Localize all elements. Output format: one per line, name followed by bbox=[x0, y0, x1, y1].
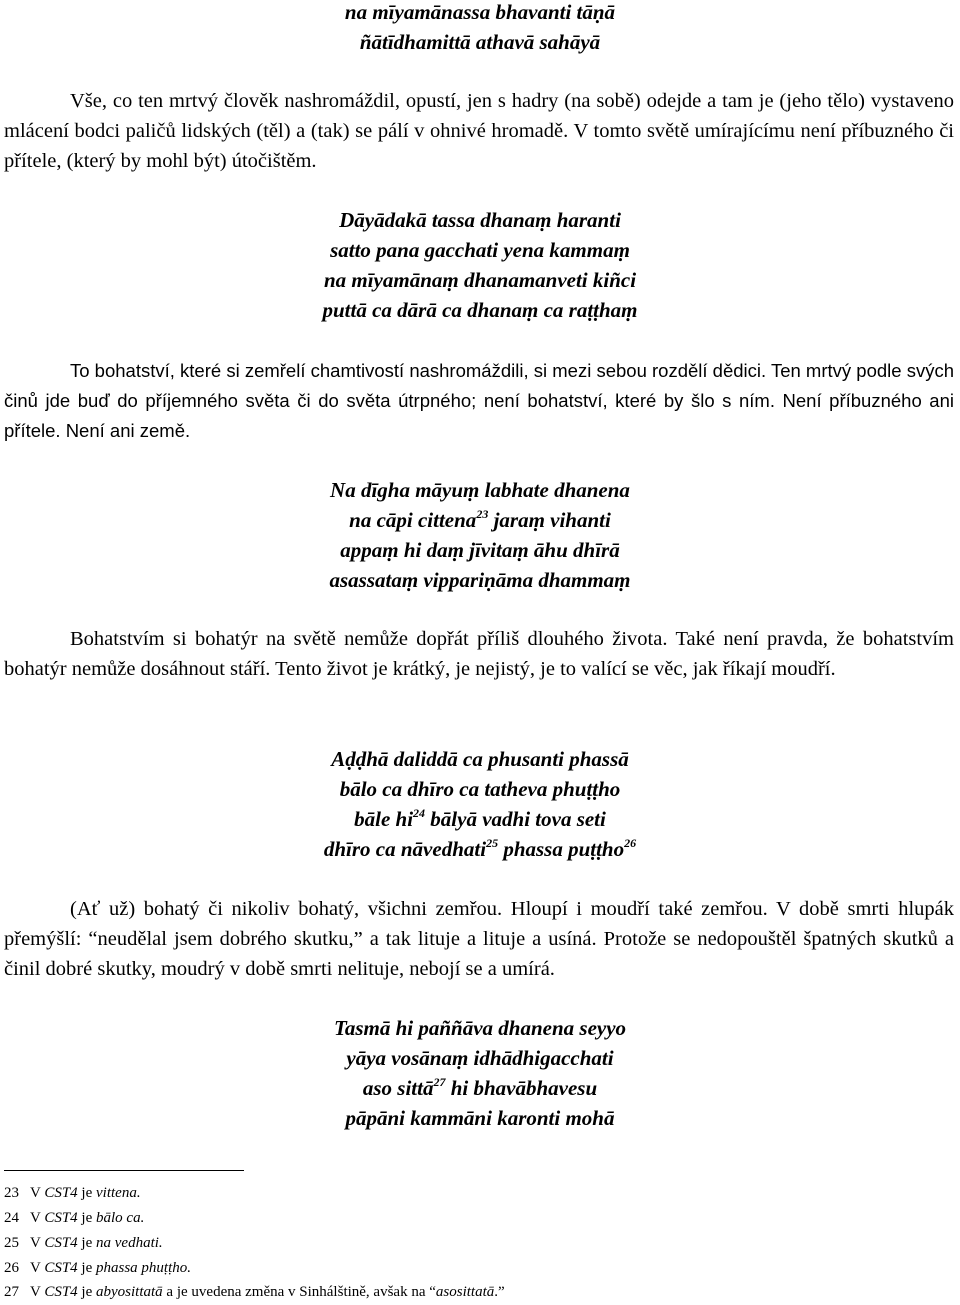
verse-line: satto pana gacchati yena kammaṃ bbox=[330, 238, 630, 262]
paragraph-2 bbox=[4, 356, 954, 446]
verse-line: ñātīdhamittā athavā sahāyā bbox=[359, 30, 601, 54]
verse-line: pāpāni kammāni karonti mohā bbox=[345, 1106, 615, 1130]
verse-top bbox=[0, 0, 960, 57]
verse-line: na mīyamānassa bhavanti tāṇā bbox=[344, 0, 616, 24]
verse-line: Aḍḍhā daliddā ca phusanti phassā bbox=[331, 747, 629, 771]
verse-line: bāle $hi^{24}$ bālyā vadhi tova seti bbox=[354, 806, 606, 831]
footnote-divider bbox=[4, 1170, 244, 1171]
paragraph-text: Vše, co ten mrtvý člověk nashromáždil, opustí, jen s hadry (na sobě) odejde a tam je (jeho tělo) vystaveno mlácení bodci paličů lidských (těl) a (tak) se pálí v ohnivé hromadě. V tomto světě umírajícímu není příbuzného či přítele, (který by mohl být) útočištěm. bbox=[4, 90, 954, 172]
verse-line: aso sittā$^{27}$ hi bhavābhavesu bbox=[362, 1075, 598, 1100]
verse-line: appaṃ hi daṃ jīvitaṃ āhu dhīrā bbox=[340, 538, 620, 562]
verse-line: yāya vosānaṃ idhādhigacchati bbox=[346, 1046, 614, 1070]
paragraph-4 bbox=[4, 894, 954, 984]
paragraph-text: To bohatství, které si zemřelí chamtivostí nashromáždili, si mezi sebou rozdělí dědici. Ten mrtvý podle svých činů jde buď do příjemného světa či do světa útrpného; není bohatství, které by šlo s ním. Není příbuzného ani přítele. Není ani země. bbox=[4, 360, 954, 441]
verse-5 bbox=[0, 1013, 960, 1133]
footnote-25: 25 V CST4 je na vedhati. bbox=[4, 1235, 163, 1251]
paragraph-text: Bohatstvím si bohatýr na světě nemůže dopřát příliš dlouhého života. Také není pravda, že bohatstvím bohatýr nemůže dosáhnout stáří. Tento život je krátký, je nejistý, je to valící se věc, jak říkají moudří. bbox=[4, 628, 954, 680]
verse-line: na cāpi cittena$^{23}$ jaraṃ vihanti bbox=[349, 507, 611, 532]
footnote-ref: 23 bbox=[476, 507, 489, 521]
verse-line: puttā ca dārā ca dhanaṃ ca raṭṭhaṃ bbox=[322, 298, 638, 322]
footnote-27: 27 V CST4 je abyosittatā a je uvedena změna v Sinhálštině, avšak na “asosittatā.” bbox=[4, 1284, 505, 1300]
paragraph-1 bbox=[4, 86, 954, 176]
verse-line: Na dīgha māyuṃ labhate dhanena bbox=[330, 478, 630, 502]
verse-line: bālo ca dhīro ca tatheva phuṭṭho bbox=[339, 777, 621, 801]
footnote-23: 23 V CST4 je vittena. bbox=[4, 1185, 141, 1201]
footnote-ref: 26 bbox=[624, 836, 637, 850]
verse-4 bbox=[0, 744, 960, 864]
footnote-26: 26 V CST4 je phassa phuṭṭho. bbox=[4, 1260, 192, 1276]
footnote-ref: 25 bbox=[486, 836, 499, 850]
footnote-24: 24 V CST4 je bālo ca. bbox=[4, 1210, 145, 1226]
verse-line: Tasmā hi paññāva dhanena seyyo bbox=[333, 1016, 627, 1040]
verse-line: na mīyamānaṃ dhanamanveti kiñci bbox=[323, 268, 637, 292]
paragraph-text: (Ať už) bohatý či nikoliv bohatý, všichni zemřou. Hloupí i moudří také zemřou. V době smrti hlupák přemýšlí: “neudělal jsem dobrého skutku,” a tak lituje a lituje a usíná. Protože se nedopouštěl špatných skutků a činil dobré skutky, moudrý v době smrti nelituje, nebojí se a umírá. bbox=[4, 898, 954, 980]
verse-3 bbox=[0, 475, 960, 595]
paragraph-3 bbox=[4, 624, 954, 684]
verse-line: asassataṃ vippariṇāma dhammaṃ bbox=[329, 568, 631, 592]
footnote-ref: 24 bbox=[413, 806, 426, 820]
verse-line: Dāyādakā tassa dhanaṃ haranti bbox=[339, 208, 621, 232]
verse-line: dhīro ca nāvedhati$^{25}$ phassa puṭṭho$^{26}$ bbox=[323, 836, 637, 861]
verse-2 bbox=[0, 205, 960, 325]
footnote-ref: 27 bbox=[433, 1075, 446, 1089]
